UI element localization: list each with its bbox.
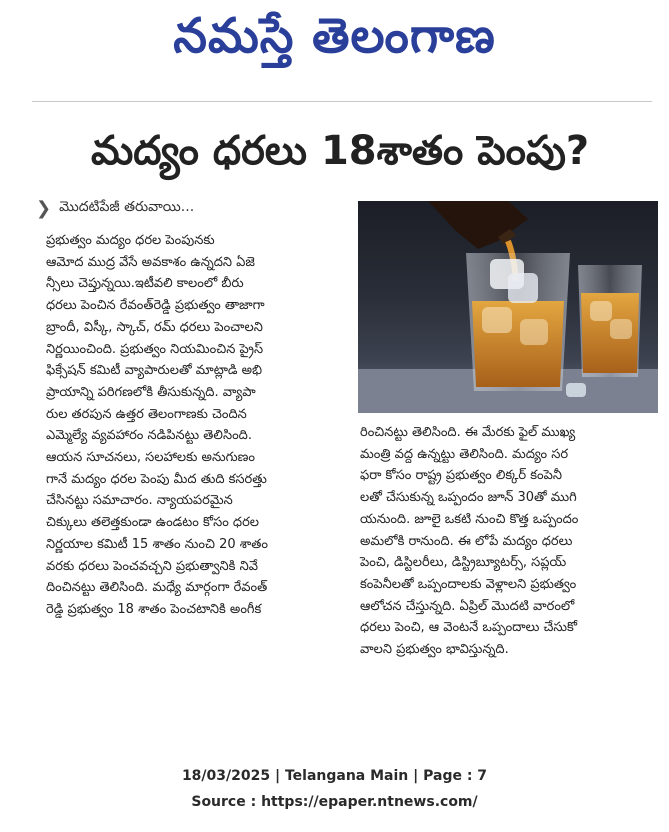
newspaper-logo: నమస్తే తెలంగాణ bbox=[173, 8, 496, 64]
continued-label bbox=[36, 198, 194, 219]
article-column-right bbox=[360, 422, 656, 661]
footer-edition-info: 18/03/2025 | Telangana Main | Page : 7 bbox=[181, 768, 488, 784]
article-headline: మద్యం ధరలు 18శాతం పెంపు? bbox=[90, 128, 590, 174]
article-column-left bbox=[46, 230, 346, 621]
continued-text: మొదటిపేజీ తరువాయి... bbox=[59, 199, 195, 215]
footer-source: Source : https://epaper.ntnews.com/ bbox=[191, 794, 478, 810]
chevron-right-icon: ❯ bbox=[36, 198, 52, 219]
article-text-right: రించినట్టు తెలిసింది. ఈ మేరకు ఫైల్ ముఖ్య మంత్రి వద్ద ఉన్నట్టు తెలిసింది. మద్యం సర ఫరా కోసం రాష్ట్ర ప్రభుత్వం లిక్కర్ కంపెనీ లతో చేసుకున్న ఒప్పందం జూన్ 30తో ముగి యనుంది. జూలై ఒకటి నుంచి కొత్త ఒప్పందం అమలోకి రానుంది. ఈ లోపే మద్యం ధరలు పెంచి, డిస్టిలరీలు, డిస్ట్రిబ్యూటర్స్, సప్లయ్ కంపెనీలతో ఒప్పందాలకు వెళ్లాలని ప్రభుత్వం ఆలోచన చేస్తున్నది. ఏప్రిల్ మొదటి వారంలో ధరలు పెంచి, ఆ వెంటనే ఒప్పందాలు చేసుకో వాలని ప్రభుత్వం భావిస్తున్నది. bbox=[360, 425, 579, 658]
photo-illustration bbox=[358, 201, 658, 413]
article-text-left: ప్రభుత్వం మద్యం ధరల పెంపునకు ఆమోద ముద్ర వేసే అవకాశం ఉన్నదని ఏజె న్సీలు చెప్తున్నయి.ఇటీవలి కాలంలో బీరు ధరలు పెంచిన రేవంత్‌రెడ్డి ప్రభుత్వం తాజాగా బ్రాందీ, విస్కీ, స్కాచ్, రమ్ ధరలు పెంచాలని నిర్ణయించింది. ప్రభుత్వం నియమించిన ప్రైస్ ఫిక్సేషన్ కమిటీ వ్యాపారులతో మాట్లాడి అభి ప్రాయాన్ని పరిగణలోకి తీసుకున్నది. వ్యాపా రుల తరపున ఉత్తర తెలంగాణకు చెందిన ఎమ్మెల్యే వ్యవహారం నడిపినట్టు తెలిసింది. ఆయన సూచనలు, సలహాలకు అనుగుణం గానే మద్యం ధరల పెంపు మీద తుది కసరత్తు చేసినట్టు సమాచారం. న్యాయపరమైన చిక్కులు తలెత్తకుండా ఉండటం కోసం ధరల నిర్ణయాల కమిటీ 15 శాతం నుంచి 20 శాతం వరకు ధరలు పెంచవచ్చని ప్రభుత్వానికి నివే దించినట్టు తెలిసింది. మధ్యే మార్గంగా రేవంత్ రెడ్డి ప్రభుత్వం 18 శాతం పెంచటానికి అంగీక bbox=[46, 233, 268, 617]
masthead bbox=[0, 0, 669, 88]
whisky-glass-image bbox=[358, 201, 658, 413]
divider bbox=[32, 101, 652, 102]
